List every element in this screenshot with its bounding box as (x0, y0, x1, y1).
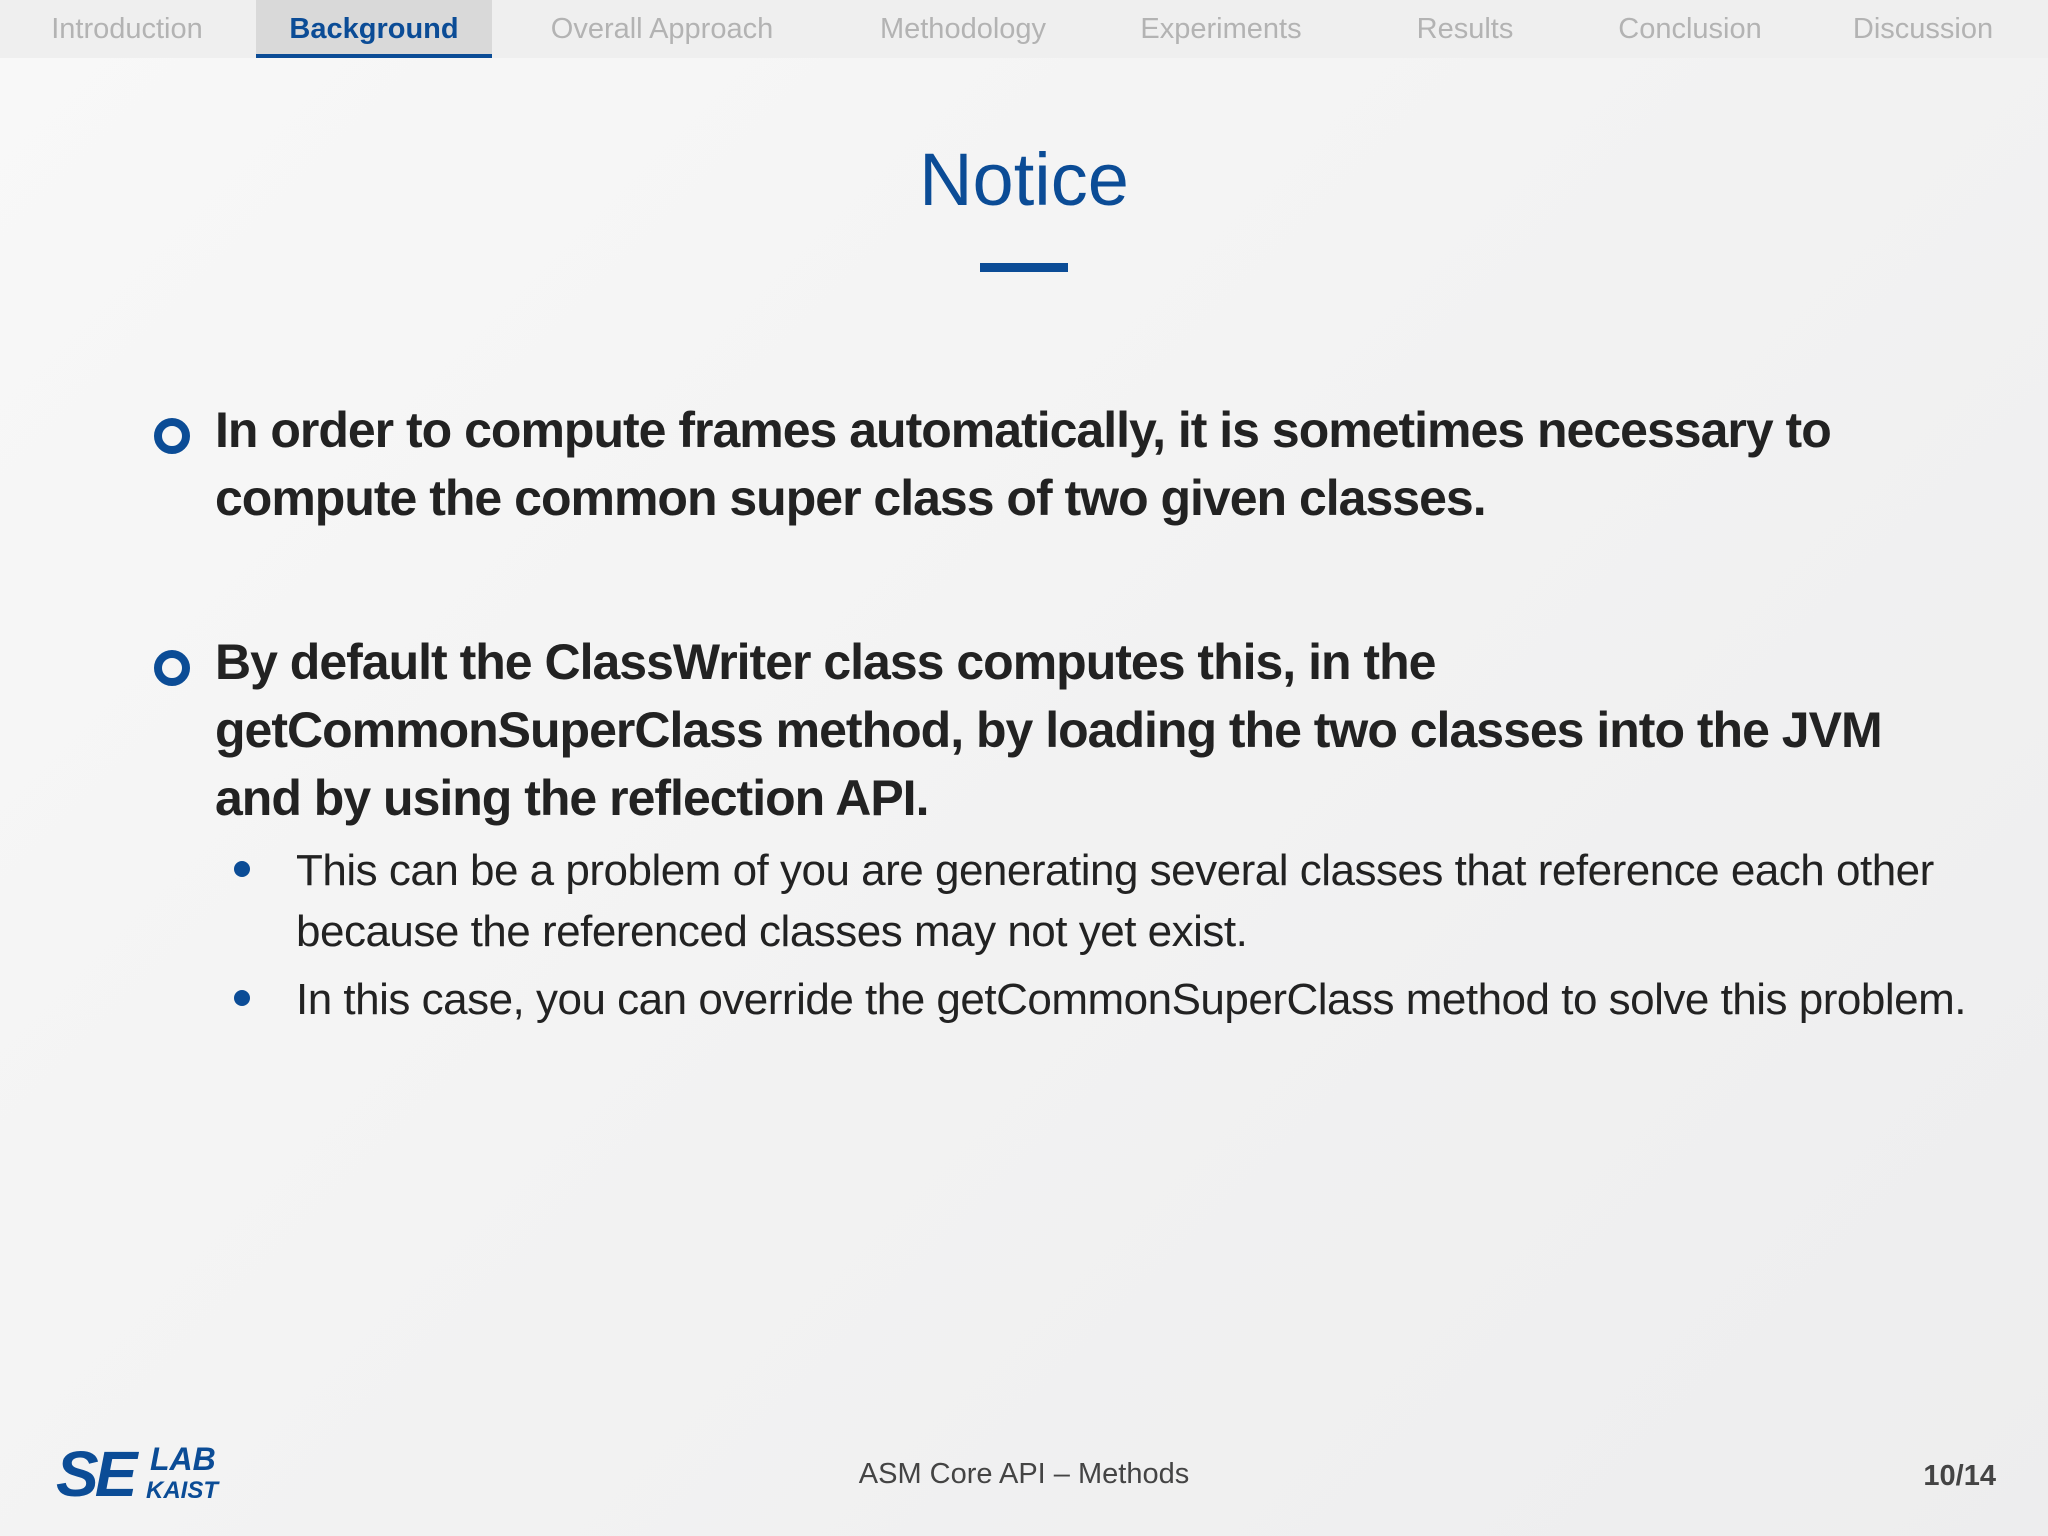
bullet-text: In order to compute frames automatically, it is sometimes necessary to compute the common super class of two given classes. (215, 402, 1831, 526)
logo-main-text: SE (56, 1440, 134, 1502)
footer-title: ASM Core API – Methods (858, 1458, 1190, 1490)
slide-title: Notice (919, 138, 1129, 221)
sub-bullet-text: In this case, you can override the getCommonSuperClass method to solve this problem. (296, 975, 1966, 1024)
dot-bullet-icon (234, 990, 250, 1006)
title-underline (980, 263, 1068, 272)
ring-bullet-icon (154, 418, 190, 454)
nav-tab-background[interactable]: Background (256, 0, 492, 58)
section-nav (0, 0, 2048, 58)
ring-bullet-icon (154, 650, 190, 686)
nav-tab-methodology[interactable]: Methodology (879, 13, 1047, 45)
logo-top-text: LAB (150, 1441, 216, 1477)
nav-tab-results[interactable]: Results (1416, 13, 1514, 45)
bullet-text: By default the ClassWriter class computes this, in the getCommonSuperClass method, by loading the two classes into the JVM and by using the reflection API. (215, 634, 1882, 826)
sub-bullet-text: This can be a problem of you are generating several classes that reference each other because the referenced classes may not yet exist. (296, 846, 1934, 956)
nav-tab-conclusion[interactable]: Conclusion (1618, 13, 1762, 45)
logo-bottom-text: KAIST (146, 1477, 218, 1502)
page-number: 10/14 (1923, 1460, 1996, 1492)
nav-tab-experiments[interactable]: Experiments (1140, 13, 1302, 45)
nav-tab-discussion[interactable]: Discussion (1852, 13, 1994, 45)
nav-tab-introduction[interactable]: Introduction (51, 13, 203, 45)
dot-bullet-icon (234, 861, 250, 877)
nav-tab-overall-approach[interactable]: Overall Approach (550, 13, 774, 45)
